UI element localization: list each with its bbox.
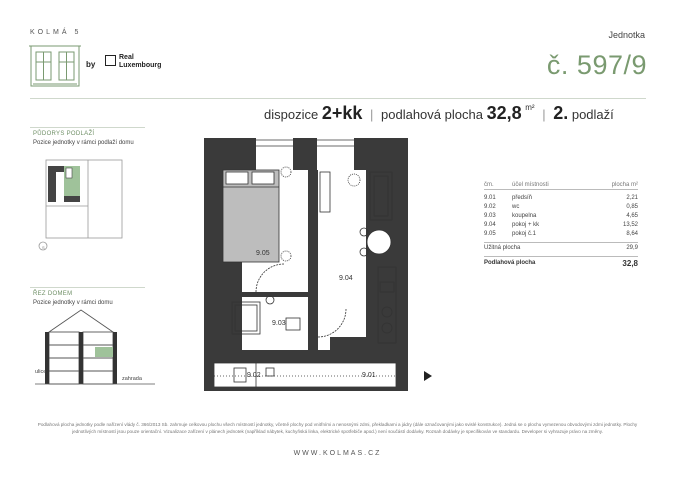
partner-name-line2: Luxembourg — [119, 61, 162, 69]
headline-separator: | — [370, 107, 374, 122]
floor-area-total-label: Podlahová plocha — [484, 257, 585, 270]
table-row — [484, 193, 638, 202]
unit-number: č. 597/9 — [546, 50, 647, 80]
table-row — [484, 220, 638, 229]
unit-floor-plan — [196, 132, 436, 394]
legal-footnote: Podlahová plocha jednotky podle nařízení vlády č. 366/2013 Sb. zahrnuje celkovou plochu všech místností jednotky, včetně plochy pod vnitřními a nenosnými zdmi, překladkami a jádry (dále označovanými jako svislé konstrukce). Jedná se o plochu vymezenou obvodovými zdmi jednotky. Plochy jednotlivých místností jsou pouze orientační. Vizualizace zařízení v plánech jednotek (například nábytek, kuchyňská linka, elektrické spotřebiče apod.) není součástí dodávky. Rozsah dodávky je specifikován ve standardu. Developer si vyhrazuje právo na změny. — [37, 422, 638, 434]
floor-plan-mini-title: PŮDORYS PODLAŽÍ — [33, 131, 95, 137]
partner-name-line1: Real — [119, 54, 134, 61]
building-section-diagram — [35, 308, 155, 386]
column-header-name: účel místnosti — [512, 180, 585, 190]
room-number-cell: 9.03 — [484, 212, 496, 219]
floor-plan-mini-subtitle: Pozice jednotky v rámci podlaží domu — [33, 140, 134, 146]
header-divider — [30, 98, 646, 99]
garden-label: zahrada — [122, 376, 142, 382]
usable-area-value: 29,9 — [585, 243, 638, 253]
room-name-cell: pokoj + kk — [512, 221, 540, 228]
area-label: podlahová plocha — [381, 107, 483, 122]
unit-summary-headline — [264, 103, 614, 124]
section-mini-title: ŘEZ DOMEM — [33, 291, 73, 297]
room-area-cell: 13,52 — [622, 221, 638, 228]
room-area-cell: 4,65 — [626, 212, 638, 219]
room-number-cell: 9.02 — [484, 203, 496, 210]
table-row — [484, 211, 638, 220]
room-name-cell: wc — [512, 203, 520, 210]
building-logo-icon — [29, 40, 81, 88]
disposition-label: dispozice — [264, 107, 319, 122]
floor-area-total-value: 32,8 — [585, 257, 638, 270]
by-label: by — [86, 60, 96, 69]
room-number-9-03: 9.03 — [272, 320, 286, 327]
room-area-cell: 2,21 — [626, 194, 638, 201]
room-number-9-01: 9.01 — [362, 372, 376, 379]
north-label: S — [42, 245, 45, 250]
room-areas-table — [484, 180, 638, 269]
room-name-cell: předsíň — [512, 194, 533, 201]
floor-label: podlaží — [571, 107, 614, 122]
column-header-area: plocha m² — [585, 180, 638, 190]
room-number-cell: 9.01 — [484, 194, 496, 201]
area-value: 32,8 — [486, 103, 522, 123]
column-header-number: čm. — [484, 180, 512, 190]
website-link[interactable]: WWW.KOLMAS.CZ — [293, 450, 382, 457]
floor-area-total-row — [484, 257, 638, 270]
table-header-row — [484, 180, 638, 190]
room-number-9-05: 9.05 — [256, 250, 270, 257]
floor-value: 2. — [553, 103, 569, 123]
room-number-cell: 9.05 — [484, 230, 496, 237]
table-row — [484, 229, 638, 238]
street-label: ulice — [35, 369, 47, 375]
table-row — [484, 202, 638, 211]
room-name-cell: pokoj č.1 — [512, 230, 537, 237]
headline-separator: | — [542, 107, 546, 122]
real-luxembourg-logo-icon — [105, 55, 116, 66]
entrance-arrow-icon — [424, 371, 432, 381]
section-mini-subtitle: Pozice jednotky v rámci domu — [33, 300, 113, 306]
usable-area-label: Užitná plocha — [484, 243, 585, 253]
area-unit: m² — [525, 103, 535, 112]
room-area-cell: 8,64 — [626, 230, 638, 237]
sidebar-divider — [30, 287, 145, 288]
room-number-cell: 9.04 — [484, 221, 496, 228]
room-number-9-02: 9.02 — [247, 372, 261, 379]
room-number-9-04: 9.04 — [339, 275, 353, 282]
floor-position-mini-plan — [38, 158, 128, 253]
room-name-cell: koupelna — [512, 212, 537, 219]
disposition-value: 2+kk — [321, 103, 363, 123]
room-area-cell: 0,85 — [626, 203, 638, 210]
unit-label: Jednotka — [608, 30, 645, 40]
project-logo-text: KOLMÁ 5 — [30, 29, 82, 36]
sidebar-divider — [30, 127, 145, 128]
usable-area-row — [484, 243, 638, 253]
partner-logo-text — [119, 54, 161, 69]
